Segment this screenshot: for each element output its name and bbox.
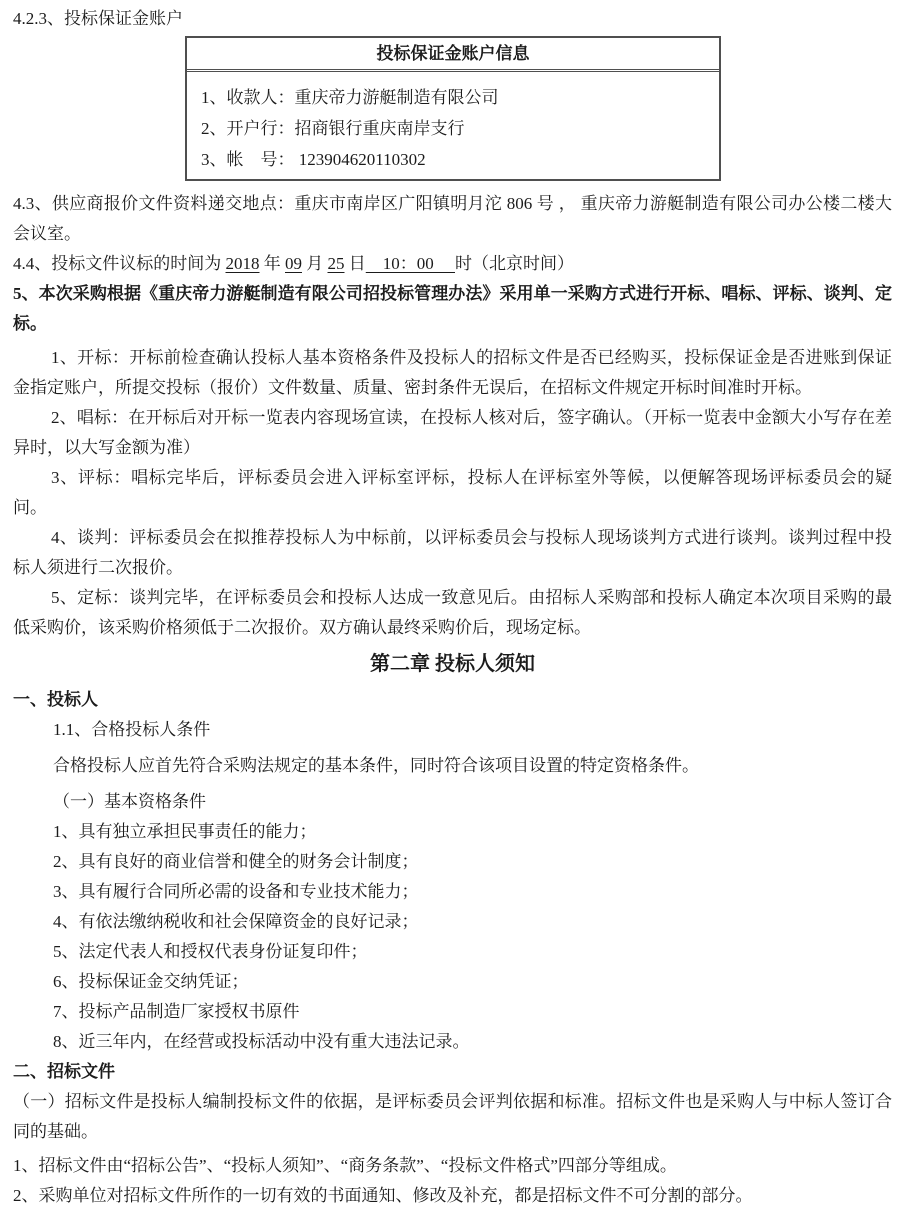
bid-day-unit: 日 [344, 254, 366, 273]
deposit-table-body [187, 72, 719, 179]
chapter-2-title: 第二章 投标人须知 [370, 653, 535, 675]
condition-civil-liability: 1、具有独立承担民事责任的能力； [53, 822, 317, 841]
heading-basic-qualifications: （一）基本资格条件 [53, 792, 206, 811]
step-read-bid: 2、唱标：在开标后对开标一览表内容现场宣读，在投标人核对后，签字确认。（开标一览表中金额大小写存在差异时，以大写金额为准） [13, 408, 892, 457]
bid-year-unit: 年 [259, 254, 285, 273]
step-open-bid: 1、开标：开标前检查确认投标人基本资格条件及投标人的招标文件是否已经购买，投标保证金是否进账到保证金指定账户，所提交投标（报价）文件数量、质量、密封条件无误后，在招标文件规定开标时间准时开标。 [13, 348, 892, 397]
heading-tender-documents: 二、招标文件 [13, 1062, 115, 1081]
deposit-table-title: 投标保证金账户信息 [187, 38, 719, 72]
condition-commercial-reputation: 2、具有良好的商业信誉和健全的财务会计制度； [53, 852, 419, 871]
deposit-table-row-account-number: 3、帐 号： 123904620110302 [201, 150, 426, 169]
condition-deposit-receipt: 6、投标保证金交纳凭证； [53, 972, 249, 991]
deposit-account-table [185, 36, 721, 181]
para-4-4-bid-time [13, 249, 892, 279]
deposit-table-row-bank: 2、开户行：招商银行重庆南岸支行 [201, 119, 465, 138]
bid-time-prefix: 4.4、投标文件议标的时间为 [13, 254, 226, 273]
para-tender-doc-composition: 1、招标文件由“招标公告”、“投标人须知”、“商务条款”、“投标文件格式”四部分等组成。 [13, 1156, 677, 1175]
step-award: 5、定标：谈判完毕，在评标委员会和投标人达成一致意见后。由招标人采购部和投标人确定本次项目采购的最低采购价，该采购价格须低于二次报价。双方确认最终采购价后，现场定标。 [13, 588, 892, 637]
deposit-table-row-payee: 1、收款人：重庆帝力游艇制造有限公司 [201, 88, 499, 107]
para-4-3-delivery-location: 4.3、供应商报价文件资料递交地点：重庆市南岸区广阳镇明月沱 806 号 ， 重庆帝力游艇制造有限公司办公楼二楼大会议室。 [13, 194, 892, 243]
para-tender-doc-basis: （一）招标文件是投标人编制投标文件的依据，是评标委员会评判依据和标准。招标文件也是采购人与中标人签订合同的基础。 [13, 1092, 892, 1141]
condition-id-copies: 5、法定代表人和授权代表身份证复印件； [53, 942, 368, 961]
step-negotiate: 4、谈判：评标委员会在拟推荐投标人为中标前，以评标委员会与投标人现场谈判方式进行谈判。谈判过程中投标人须进行二次报价。 [13, 528, 892, 577]
condition-tax-record: 4、有依法缴纳税收和社会保障资金的良好记录； [53, 912, 419, 931]
bid-month-value: 09 [285, 254, 302, 273]
bid-month-unit: 月 [302, 254, 328, 273]
heading-bidder: 一、投标人 [13, 690, 98, 709]
step-evaluate-bid: 3、评标：唱标完毕后，评标委员会进入评标室评标，投标人在评标室外等候，以便解答现场评标委员会的疑问。 [13, 468, 892, 517]
condition-no-violations: 8、近三年内，在经营或投标活动中没有重大违法记录。 [53, 1032, 470, 1051]
bid-clock-time-value: 10：00 [365, 254, 455, 273]
bid-day-value: 25 [327, 254, 345, 273]
condition-manufacturer-authorization: 7、投标产品制造厂家授权书原件 [53, 1002, 300, 1021]
bid-year-value: 2018 [225, 254, 260, 273]
condition-equipment-capability: 3、具有履行合同所必需的设备和专业技术能力； [53, 882, 419, 901]
heading-1-1-qualified-bidder: 1.1、合格投标人条件 [53, 720, 211, 739]
section-4-2-3-heading: 4.2.3、投标保证金账户 [13, 9, 183, 28]
para-tender-doc-amendments: 2、采购单位对招标文件所作的一切有效的书面通知、修改及补充，都是招标文件不可分割的部分。 [13, 1186, 753, 1205]
bid-time-suffix: 时（北京时间） [455, 254, 574, 273]
para-qualified-bidder-intro: 合格投标人应首先符合采购法规定的基本条件，同时符合该项目设置的特定资格条件。 [53, 756, 699, 775]
para-5-procurement-method: 5、本次采购根据《重庆帝力游艇制造有限公司招投标管理办法》采用单一采购方式进行开标、唱标、评标、谈判、定标。 [13, 284, 892, 333]
